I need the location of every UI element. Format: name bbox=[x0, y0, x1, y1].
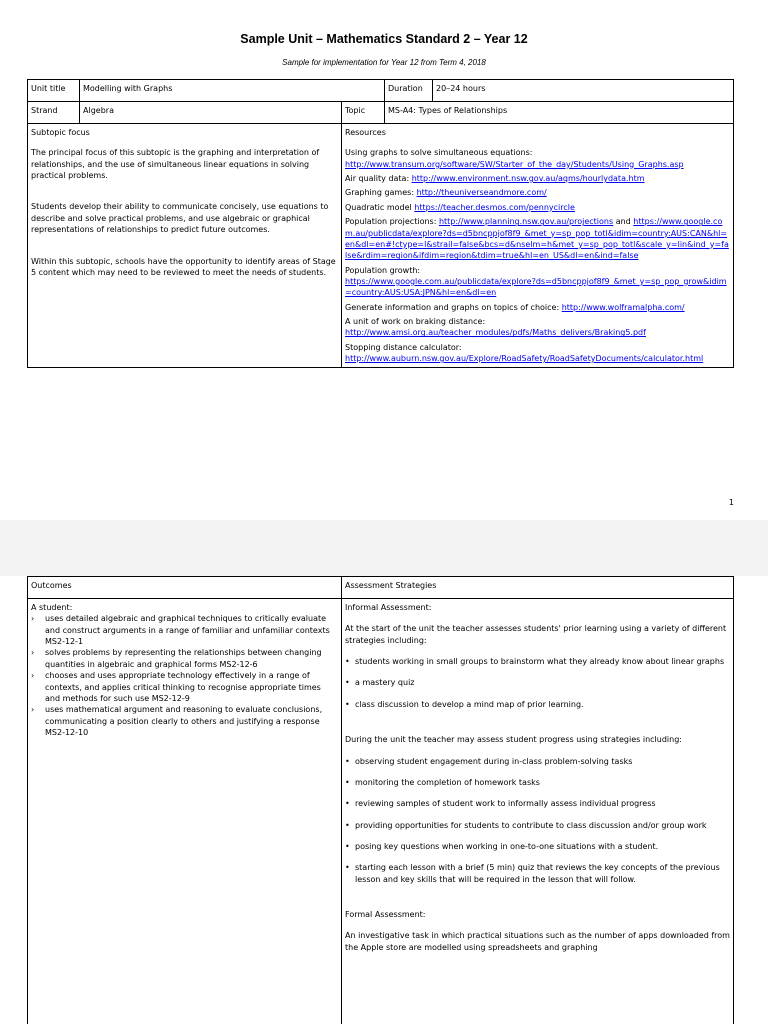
list-item: • observing student engagement during in-class problem-solving tasks bbox=[345, 756, 730, 767]
informal-heading: Informal Assessment: bbox=[345, 603, 432, 612]
subtopic-paragraph: The principal focus of this subtopic is the graphing and interpretation of relationships, and the use of simultaneous linear equations in solving practical problems. bbox=[31, 148, 320, 181]
resource-quadratic-model: Quadratic model https://teacher.desmos.com/pennycircle bbox=[345, 202, 575, 212]
resource-link[interactable]: http://theuniverseandmore.com/ bbox=[416, 188, 547, 198]
document-title: Sample Unit – Mathematics Standard 2 – Year 12 bbox=[240, 32, 528, 46]
duration-label: Duration bbox=[385, 80, 433, 102]
resource-link[interactable]: https://www.google.com.au/publicdata/explore?ds=d5bncppjof8f9_&met_y=sp_pop_grow&idim=country:AUS:USA:JPN&hl=en&dl=en bbox=[345, 276, 727, 298]
list-item: • starting each lesson with a brief (5 min) quiz that reviews the key concepts of the previous lesson and key skills that will be required in the lesson that will follow. bbox=[345, 862, 730, 885]
strand-value: Algebra bbox=[80, 102, 342, 124]
page-number: 1 bbox=[728, 498, 734, 507]
list-item: • reviewing samples of student work to informally assess individual progress bbox=[345, 798, 730, 809]
unit-title-value: Modelling with Graphs bbox=[80, 80, 385, 102]
assessment-cell bbox=[342, 599, 734, 1024]
resource-population-projections: Population projections: http://www.planning.nsw.gov.au/projections and https://www.google.com.au/publicdata/explore?ds=d5bncppjof8f9_&met_y=sp_pop_totl&idim=country:AUS:CAN&hl=en&dl=en#!ctype=l&strail=false&bcs=d&nselm=h&met_y=sp_pop_totl&scale_y=lin&ind_y=false&rdim=region&ifdim=region&tdim=true&hl=en_US&dl=en&ind=false bbox=[345, 217, 729, 261]
resource-population-growth: Population growth: https://www.google.com.au/publicdata/explore?ds=d5bncppjof8f9_&met_y=sp_pop_grow&idim=country:AUS:USA:JPN&hl=en&dl=en bbox=[345, 265, 727, 298]
informal-intro: At the start of the unit the teacher assesses students' prior learning using a variety of different strategies including: bbox=[345, 624, 727, 645]
resource-link[interactable]: http://www.amsi.org.au/teacher_modules/pdfs/Maths_delivers/Braking5.pdf bbox=[345, 328, 646, 338]
subtopic-focus-cell bbox=[28, 124, 342, 368]
resources-cell bbox=[342, 124, 734, 368]
unit-overview-table bbox=[27, 79, 734, 368]
formal-text: An investigative task in which practical situations such as the number of apps downloaded from the Apple store are modelled using spreadsheets and graphing bbox=[345, 931, 730, 952]
list-item: › chooses and uses appropriate technology effectively in a range of contexts, and applies critical thinking to recognise appropriate times and methods for such use MS2-12-9 bbox=[31, 671, 321, 703]
resource-link[interactable]: http://www.planning.nsw.gov.au/projections bbox=[438, 217, 614, 227]
page-2 bbox=[0, 576, 768, 1024]
resource-graphing-games: Graphing games: http://theuniverseandmore.com/ bbox=[345, 188, 547, 198]
resource-air-quality: Air quality data: http://www.environment.nsw.gov.au/aqms/hourlydata.htm bbox=[345, 174, 645, 184]
list-item: › uses detailed algebraic and graphical techniques to critically evaluate and construct arguments in a range of familiar and unfamiliar contexts MS2-12-1 bbox=[31, 614, 330, 647]
resource-link[interactable]: http://www.wolframalpha.com/ bbox=[561, 302, 685, 312]
list-item: • a mastery quiz bbox=[345, 677, 730, 688]
outcomes-assessment-table bbox=[27, 576, 734, 1024]
during-intro: During the unit the teacher may assess student progress using strategies including: bbox=[345, 735, 682, 745]
resources-label: Resources bbox=[345, 128, 386, 137]
subtopic-focus-label: Subtopic focus bbox=[31, 128, 90, 137]
formal-heading: Formal Assessment: bbox=[345, 910, 426, 920]
resource-link[interactable]: http://www.transum.org/software/SW/Starter_of_the_day/Students/Using_Graphs.asp bbox=[345, 159, 684, 169]
list-item: • students working in small groups to brainstorm what they already know about linear graphs bbox=[345, 656, 730, 667]
list-item: › uses mathematical argument and reasoning to evaluate conclusions, communicating a position clearly to others and justifying a response MS2-12-10 bbox=[31, 705, 323, 737]
subtopic-paragraph: Students develop their ability to communicate concisely, use equations to describe and solve practical problems, and use algebraic or graphical representations of relationships to predict future outcomes. bbox=[31, 202, 329, 235]
resource-link[interactable]: https://www.google.com.au/publicdata/explore?ds=d5bncppjof8f9_&met_y=sp_pop_totl&idim=country:AUS:CAN&hl=en&dl=en#!ctype=l&strail=false&bcs=d&nselm=h&met_y=sp_pop_totl&scale_y=lin&ind_y=false&rdim=region&ifdim=region&tdim=true&hl=en_US&dl=en&ind=false bbox=[345, 217, 729, 261]
list-item: • class discussion to develop a mind map of prior learning. bbox=[345, 699, 730, 710]
assessment-header: Assessment Strategies bbox=[342, 577, 734, 599]
outcomes-list bbox=[31, 613, 338, 738]
outcomes-cell bbox=[28, 599, 342, 1024]
resource-braking-distance: A unit of work on braking distance: http://www.amsi.org.au/teacher_modules/pdfs/Maths_delivers/Braking5.pdf bbox=[345, 317, 646, 338]
list-item: › solves problems by representing the relationships between changing quantities in algebraic and graphical forms MS2-12-6 bbox=[31, 648, 322, 669]
list-item: • providing opportunities for students to contribute to class discussion and/or group work bbox=[345, 820, 730, 831]
a-student-label: A student: bbox=[31, 603, 73, 612]
list-item: • posing key questions when working in one-to-one situations with a student. bbox=[345, 841, 730, 852]
resource-link[interactable]: http://www.auburn.nsw.gov.au/Explore/RoadSafety/RoadSafetyDocuments/calculator.html bbox=[345, 354, 704, 364]
strand-label: Strand bbox=[28, 102, 80, 124]
subtopic-paragraph: Within this subtopic, schools have the opportunity to identify areas of Stage 5 content which may need to be reviewed to meet the needs of students. bbox=[31, 256, 336, 277]
resource-wolfram: Generate information and graphs on topics of choice: http://www.wolframalpha.com/ bbox=[345, 302, 685, 312]
unit-title-label: Unit title bbox=[28, 80, 80, 102]
page-break bbox=[0, 520, 768, 576]
informal-list bbox=[345, 656, 730, 710]
topic-value: MS-A4: Types of Relationships bbox=[385, 102, 734, 124]
resource-link[interactable]: https://teacher.desmos.com/pennycircle bbox=[414, 202, 575, 212]
list-item: • monitoring the completion of homework tasks bbox=[345, 777, 730, 788]
topic-label: Topic bbox=[342, 102, 385, 124]
resource-stopping-distance: Stopping distance calculator: http://www.auburn.nsw.gov.au/Explore/RoadSafety/RoadSafetyDocuments/calculator.html bbox=[345, 342, 704, 364]
document-subtitle: Sample for implementation for Year 12 from Term 4, 2018 bbox=[282, 58, 486, 67]
resource-link[interactable]: http://www.environment.nsw.gov.au/aqms/hourlydata.htm bbox=[411, 174, 645, 184]
outcomes-header: Outcomes bbox=[28, 577, 342, 599]
resource-simultaneous-equations: Using graphs to solve simultaneous equations: http://www.transum.org/software/SW/Starter_of_the_day/Students/Using_Graphs.asp bbox=[345, 148, 684, 169]
duration-value: 20–24 hours bbox=[433, 80, 734, 102]
during-list bbox=[345, 756, 730, 886]
